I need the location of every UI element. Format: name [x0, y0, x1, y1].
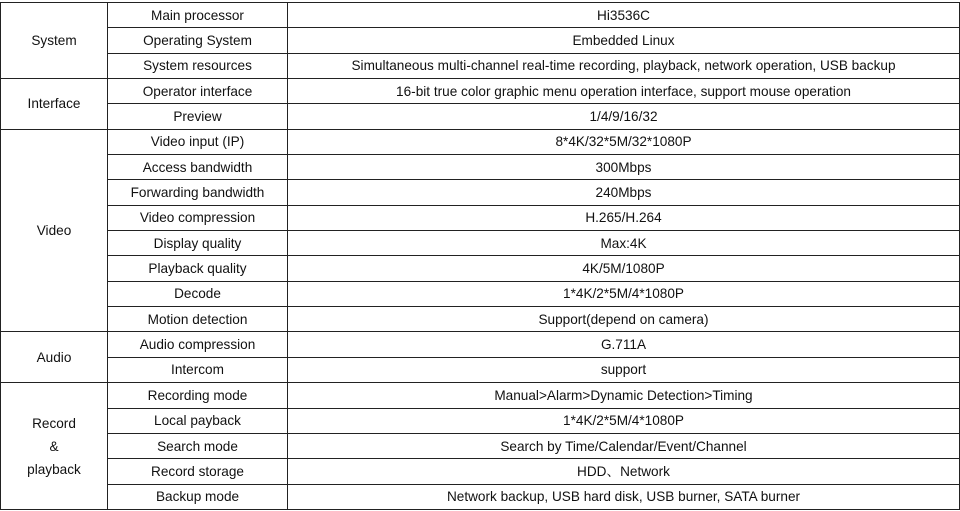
- category-label-line-2: &: [49, 438, 59, 454]
- spec-label: Audio compression: [108, 332, 288, 357]
- spec-label: Forwarding bandwidth: [108, 180, 288, 205]
- spec-value: 300Mbps: [288, 155, 960, 180]
- category-label: Interface: [27, 96, 81, 112]
- spec-label: Motion detection: [108, 307, 288, 332]
- spec-label: Video compression: [108, 205, 288, 230]
- spec-label: Intercom: [108, 357, 288, 382]
- table-row: [1, 357, 960, 382]
- spec-value: H.265/H.264: [288, 205, 960, 230]
- spec-value: Manual>Alarm>Dynamic Detection>Timing: [288, 383, 960, 408]
- category-cell-interface: [1, 79, 108, 130]
- table-row: [1, 205, 960, 230]
- category-cell-video: [1, 129, 108, 332]
- table-row: [1, 383, 960, 408]
- table-row: [1, 180, 960, 205]
- table-row: [1, 104, 960, 129]
- spec-value: 8*4K/32*5M/32*1080P: [288, 129, 960, 154]
- table-row: [1, 155, 960, 180]
- spec-value: G.711A: [288, 332, 960, 357]
- spec-value: 4K/5M/1080P: [288, 256, 960, 281]
- spec-table-body: [1, 3, 960, 510]
- spec-value: Support(depend on camera): [288, 307, 960, 332]
- table-row: [1, 231, 960, 256]
- table-row: [1, 79, 960, 104]
- table-row: [1, 256, 960, 281]
- table-row: [1, 332, 960, 357]
- spec-label: Access bandwidth: [108, 155, 288, 180]
- spec-value: Network backup, USB hard disk, USB burner, SATA burner: [288, 484, 960, 509]
- spec-label: Backup mode: [108, 484, 288, 509]
- category-cell-record-playback: [1, 383, 108, 510]
- spec-label: Main processor: [108, 3, 288, 28]
- spec-label: Decode: [108, 281, 288, 306]
- spec-label: Search mode: [108, 433, 288, 458]
- table-row: [1, 129, 960, 154]
- spec-label: Playback quality: [108, 256, 288, 281]
- spec-label: Preview: [108, 104, 288, 129]
- category-label: Audio: [36, 349, 72, 365]
- category-label-line-1: Record: [32, 415, 76, 431]
- category-label: System: [31, 33, 77, 49]
- table-row: [1, 3, 960, 28]
- table-row: [1, 433, 960, 458]
- table-row: [1, 53, 960, 78]
- spec-label: Display quality: [108, 231, 288, 256]
- table-row: [1, 459, 960, 484]
- spec-value: Simultaneous multi-channel real-time recording, playback, network operation, USB backup: [288, 53, 960, 78]
- spec-value: HDD、Network: [288, 459, 960, 484]
- spec-value: 1/4/9/16/32: [288, 104, 960, 129]
- spec-value: Search by Time/Calendar/Event/Channel: [288, 433, 960, 458]
- spec-value: 1*4K/2*5M/4*1080P: [288, 281, 960, 306]
- table-row: [1, 408, 960, 433]
- table-row: [1, 28, 960, 53]
- spec-label: Recording mode: [108, 383, 288, 408]
- spec-value: 1*4K/2*5M/4*1080P: [288, 408, 960, 433]
- category-cell-system: [1, 3, 108, 79]
- spec-label: Local payback: [108, 408, 288, 433]
- spec-value: 16-bit true color graphic menu operation interface, support mouse operation: [288, 79, 960, 104]
- table-row: [1, 307, 960, 332]
- spec-value: support: [288, 357, 960, 382]
- spec-label: Operator interface: [108, 79, 288, 104]
- spec-value: Hi3536C: [288, 3, 960, 28]
- spec-label: Record storage: [108, 459, 288, 484]
- category-label: Video: [36, 223, 72, 239]
- spec-value: Max:4K: [288, 231, 960, 256]
- spec-label: Operating System: [108, 28, 288, 53]
- spec-value: Embedded Linux: [288, 28, 960, 53]
- table-row: [1, 484, 960, 509]
- spec-label: System resources: [108, 53, 288, 78]
- table-row: [1, 281, 960, 306]
- category-cell-audio: [1, 332, 108, 383]
- spec-label: Video input (IP): [108, 129, 288, 154]
- category-label-line-3: playback: [27, 461, 81, 477]
- spec-value: 240Mbps: [288, 180, 960, 205]
- spec-table: [0, 2, 960, 510]
